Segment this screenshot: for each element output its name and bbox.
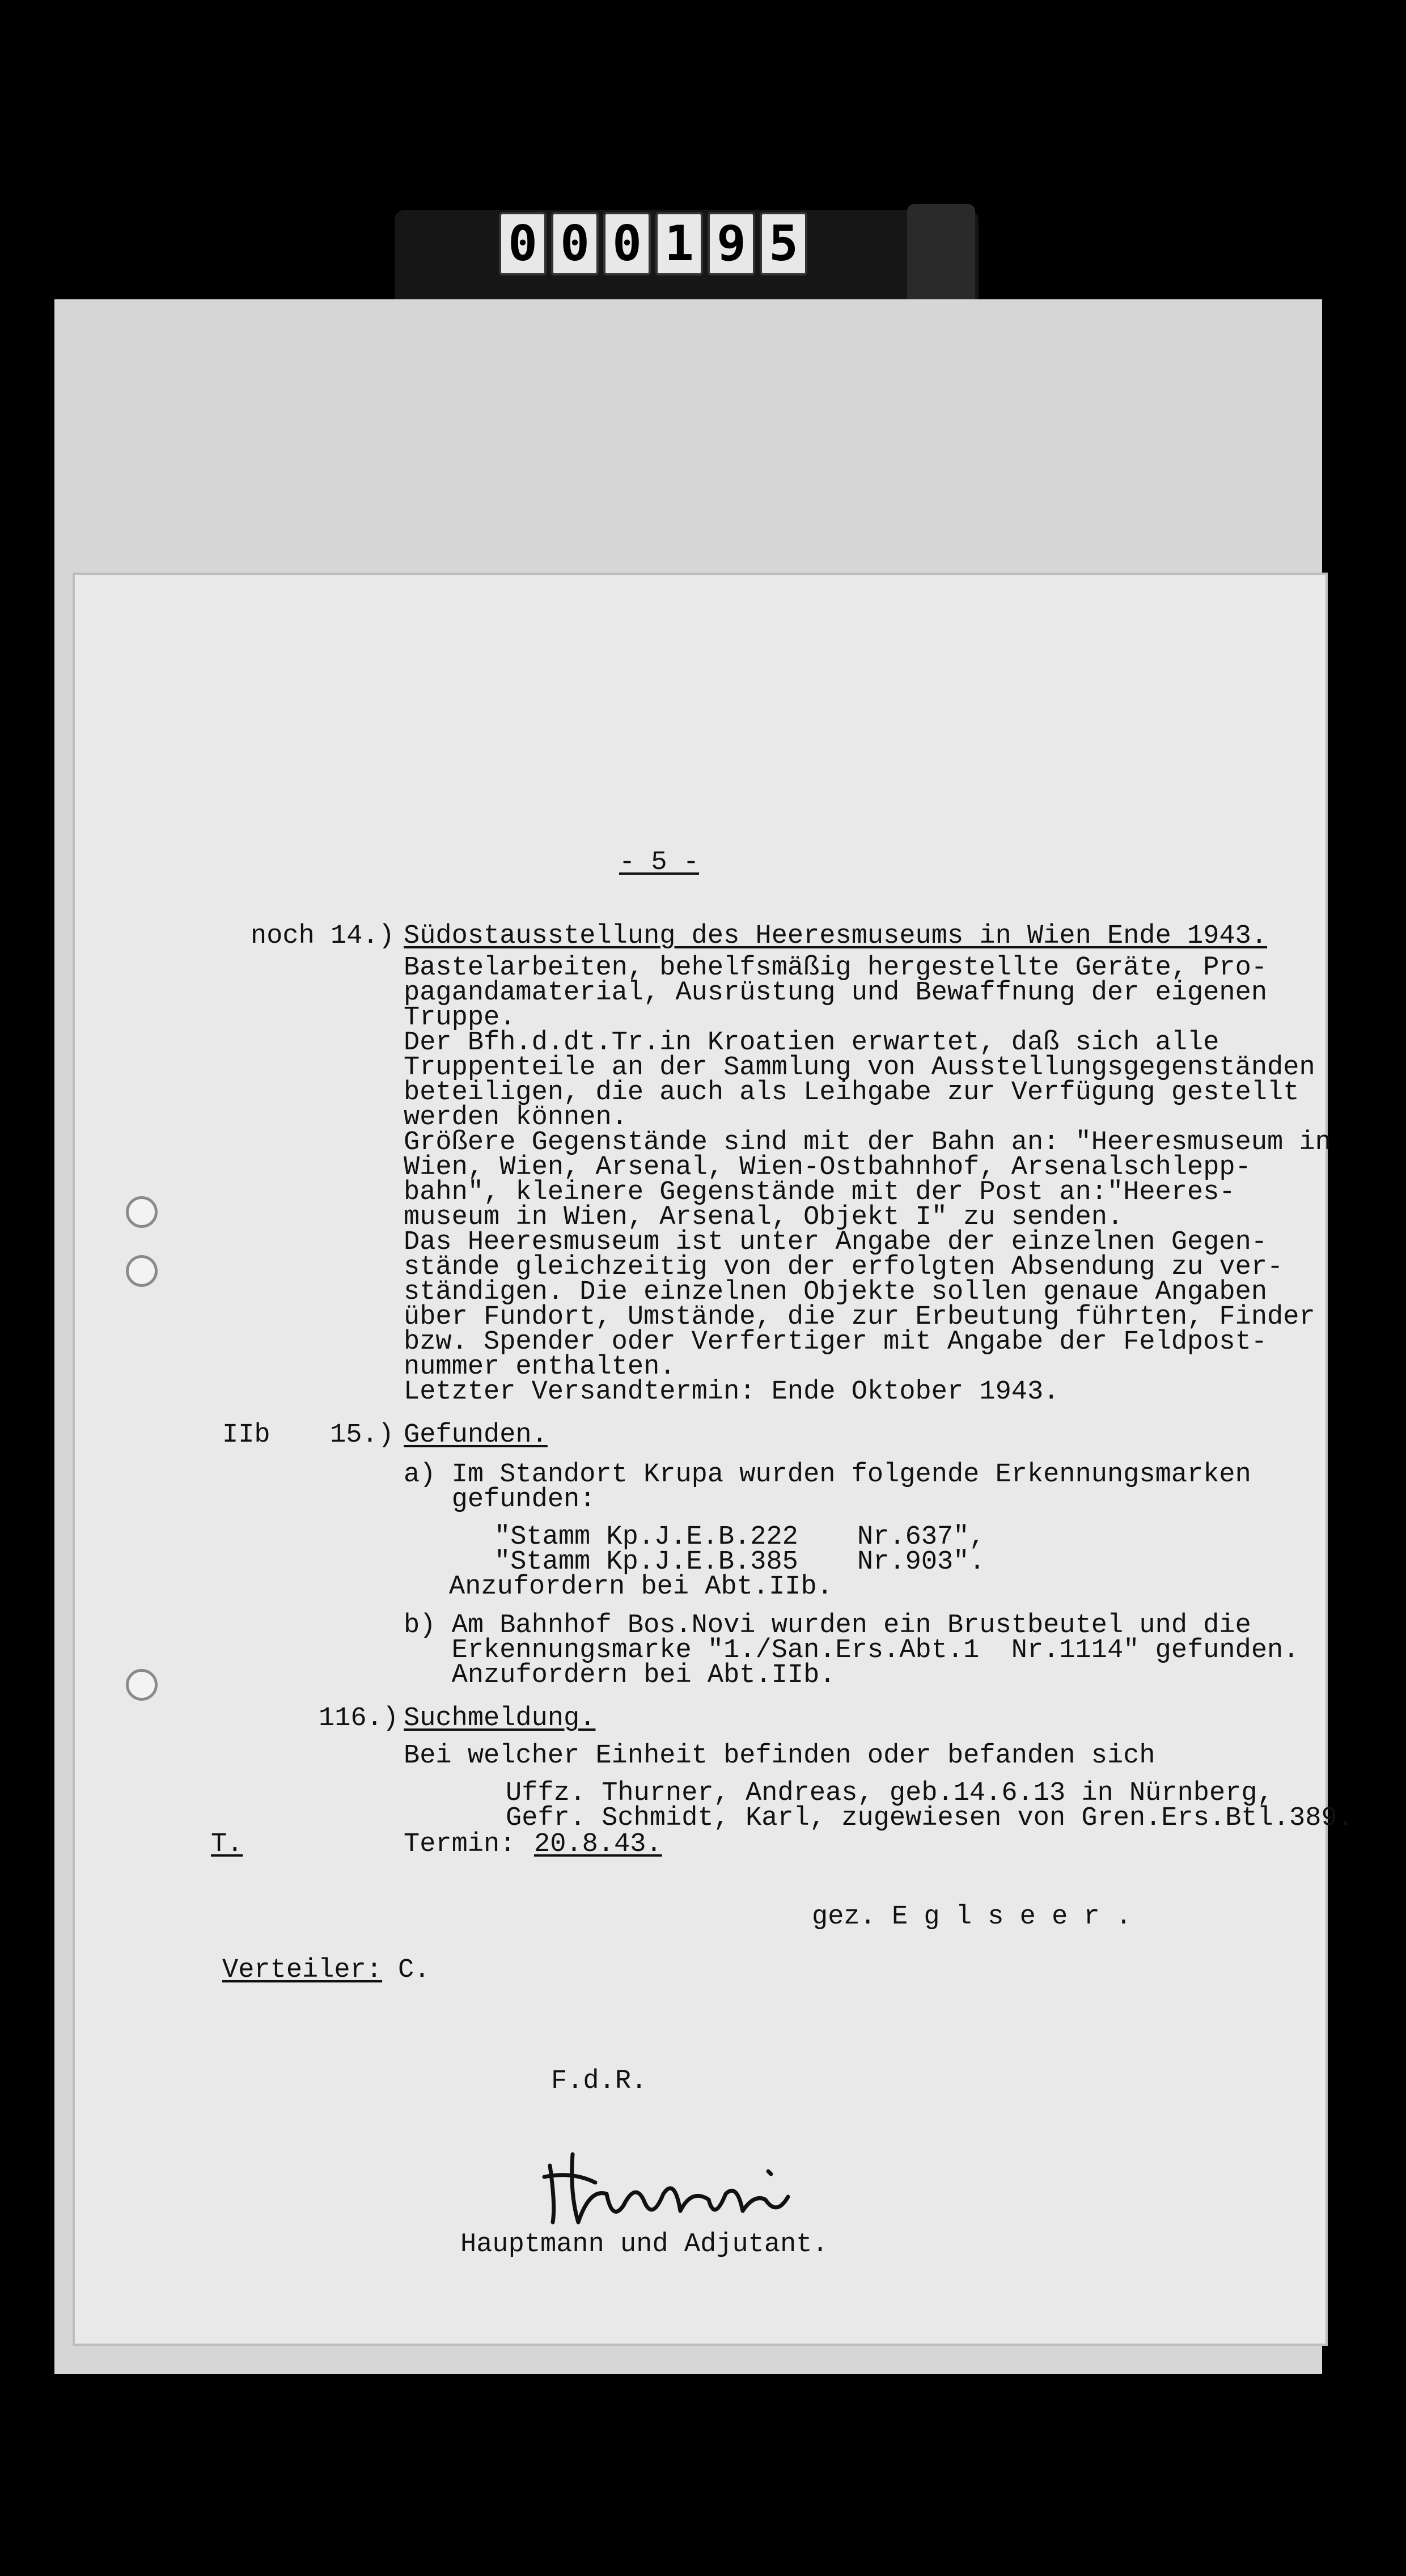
punch-hole [126, 1196, 158, 1228]
counter-digit: 0 [603, 212, 651, 276]
text-line: Bei welcher Einheit befinden oder befanden sich [404, 1741, 1155, 1771]
text-line: Truppe. [404, 1003, 516, 1033]
text-line: gefunden: [404, 1485, 596, 1515]
page-number: - 5 - [619, 848, 700, 878]
handwritten-signature [539, 2143, 811, 2234]
person-line: Uffz. Thurner, Andreas, geb.14.6.13 in Nürnberg, [506, 1778, 1273, 1808]
text-line: Truppenteile an der Sammlung von Ausstellungsgegenständen [404, 1053, 1315, 1083]
section-title: Gefunden. [404, 1420, 548, 1450]
text-line: Erkennungsmarke "1./San.Ers.Abt.1 Nr.1114" gefunden. [404, 1636, 1299, 1666]
counter-digit: 9 [708, 212, 755, 276]
text-line: nummer enthalten. [404, 1352, 676, 1382]
text-line: beteiligen, die auch als Leihgabe zur Verfügung gestellt [404, 1078, 1299, 1108]
text-line: Größere Gegenstände sind mit der Bahn an: "Heeresmuseum in [404, 1128, 1331, 1158]
section-title: Südostausstellung des Heeresmuseums in Wien Ende 1943. [404, 921, 1268, 951]
section-number: 15.) [330, 1420, 394, 1450]
signature-title: Hauptmann und Adjutant. [460, 2230, 828, 2260]
punch-hole [126, 1255, 158, 1287]
counter-digit: 5 [760, 212, 807, 276]
text-line: über Fundort, Umstände, die zur Erbeutung führten, Finder [404, 1302, 1315, 1332]
text-line: Der Bfh.d.dt.Tr.in Kroatien erwartet, daß sich alle [404, 1028, 1219, 1058]
section-number: noch 14.) [251, 921, 395, 951]
text-line: werden können. [404, 1103, 628, 1133]
text-line: Das Heeresmuseum ist unter Angabe der einzelnen Gegen- [404, 1227, 1268, 1257]
tag-label: "Stamm Kp.J.E.B.385 [494, 1547, 798, 1577]
frame-counter [499, 212, 807, 274]
margin-note: T. [211, 1829, 243, 1859]
counter-digit: 0 [499, 212, 547, 276]
text-line: a) Im Standort Krupa wurden folgende Erkennungsmarken [404, 1460, 1251, 1490]
tag-label: "Stamm Kp.J.E.B.222 [494, 1522, 798, 1552]
text-line: Anzufordern bei Abt.IIb. [404, 1660, 836, 1690]
text-line: pagandamaterial, Ausrüstung und Bewaffnung der eigenen [404, 978, 1268, 1008]
document-page [75, 575, 1353, 2344]
text-line: ständigen. Die einzelnen Objekte sollen genaue Angaben [404, 1277, 1268, 1307]
fdr-note: F.d.R. [551, 2066, 647, 2096]
tag-number: Nr.903". [857, 1547, 985, 1577]
person-line: Gefr. Schmidt, Karl, zugewiesen von Gren.Ers.Btl.389. [506, 1803, 1353, 1833]
signed-by: gez. E g l s e e r . [812, 1902, 1132, 1932]
distribution-label: Verteiler: [222, 1955, 383, 1985]
text-line: b) Am Bahnhof Bos.Novi wurden ein Brustbeutel und die [404, 1611, 1251, 1641]
distribution-value: C. [398, 1955, 430, 1985]
text-line: Bastelarbeiten, behelfsmäßig hergestellte Geräte, Pro- [404, 953, 1268, 983]
tag-number: Nr.637", [857, 1522, 985, 1552]
text-line: Wien, Wien, Arsenal, Wien-Ostbahnhof, Arsenalschlepp- [404, 1153, 1251, 1183]
punch-hole [126, 1669, 158, 1701]
text-line: Anzufordern bei Abt.IIb. [449, 1572, 833, 1602]
termin-value: 20.8.43. [534, 1829, 662, 1859]
section-number: 116.) [319, 1704, 399, 1734]
text-line: museum in Wien, Arsenal, Objekt I" zu senden. [404, 1202, 1124, 1232]
text-line: stände gleichzeitig von der erfolgten Absendung zu ver- [404, 1252, 1284, 1282]
counter-digit: 0 [551, 212, 599, 276]
section-title: Suchmeldung. [404, 1704, 596, 1734]
text-line: bzw. Spender oder Verfertiger mit Angabe der Feldpost- [404, 1327, 1268, 1357]
margin-note: IIb [222, 1420, 270, 1450]
text-line: Letzter Versandtermin: Ende Oktober 1943. [404, 1377, 1060, 1407]
counter-digit: 1 [655, 212, 703, 276]
termin-label: Termin: [404, 1829, 516, 1859]
text-line: bahn", kleinere Gegenstände mit der Post an:"Heeres- [404, 1177, 1235, 1208]
